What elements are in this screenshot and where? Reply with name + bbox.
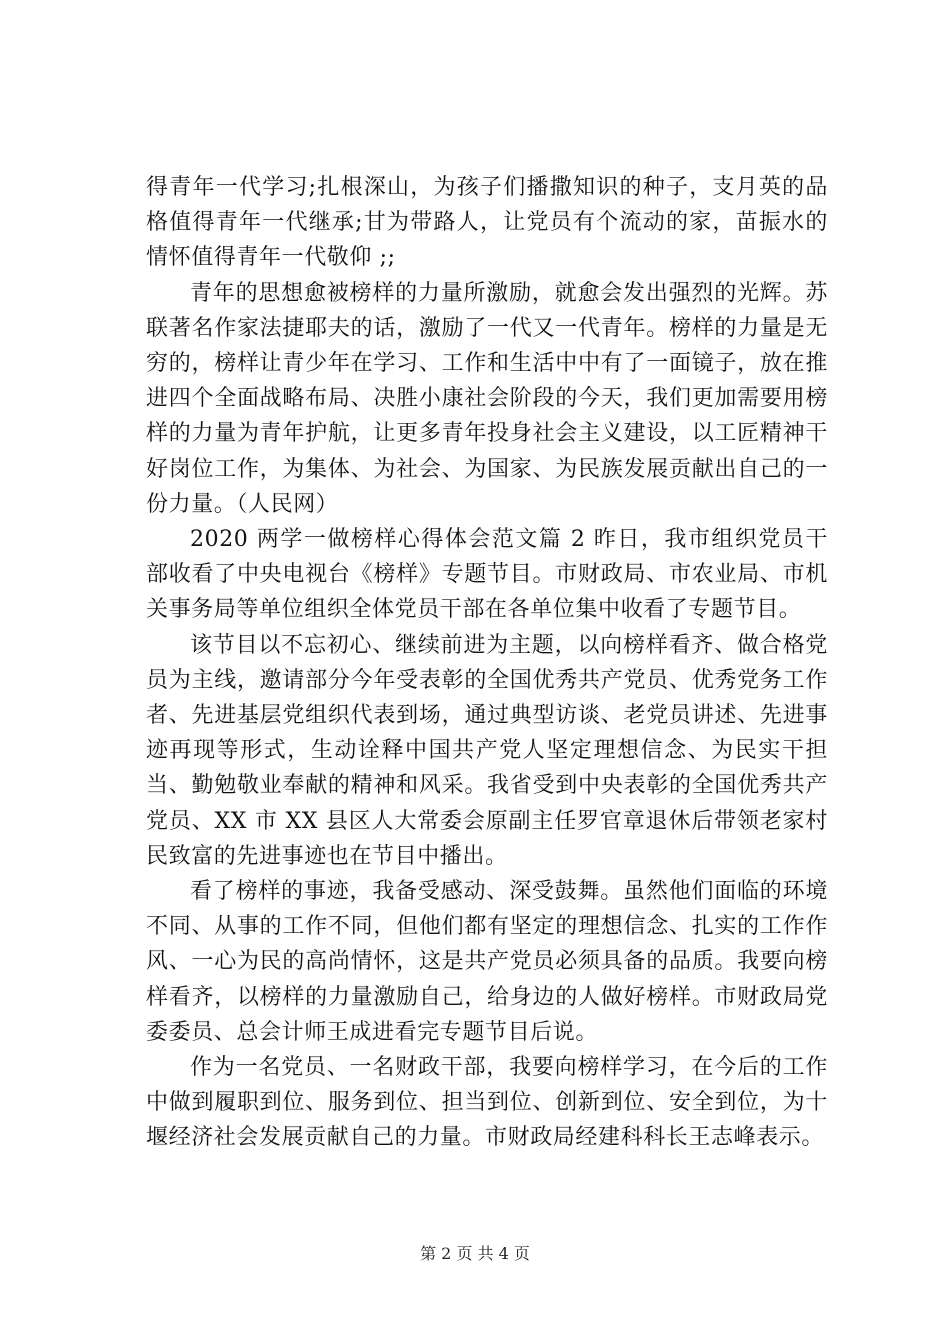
paragraph-6: 作为一名党员、一名财政干部，我要向榜样学习，在今后的工作中做到履职到位、服务到位、担当到位、创新到位、安全到位，为十堰经济社会发展贡献自己的力量。市财政局经建科科长王志峰表示。 [146,1055,828,1151]
paragraph-2: 青年的思想愈被榜样的力量所激励，就愈会发出强烈的光辉。苏联著名作家法捷耶夫的话，激励了一代又一代青年。榜样的力量是无穷的，榜样让青少年在学习、工作和生活中中有了一面镜子，放在推进四个全面战略布局、决胜小康社会阶段的今天，我们更加需要用榜样的力量为青年护航，让更多青年投身社会主义建设，以工匠精神干好岗位工作，为集体、为社会、为国家、为民族发展贡献出自己的一份力量。（人民网） [146,280,828,517]
document-body [146,170,828,1156]
paragraph-1: 得青年一代学习;扎根深山，为孩子们播撒知识的种子，支月英的品格值得青年一代继承;甘为带路人，让党员有个流动的家，苗振水的情怀值得青年一代敬仰 ;; [146,175,828,271]
paragraph-3: 2020 两学一做榜样心得体会范文篇 2 昨日，我市组织党员干部收看了中央电视台《榜样》专题节目。市财政局、市农业局、市机关事务局等单位组织全体党员干部在各单位集中收看了专题节目。 [146,527,828,623]
paragraph-4: 该节目以不忘初心、继续前进为主题，以向榜样看齐、做合格党员为主线，邀请部分今年受表彰的全国优秀共产党员、优秀党务工作者、先进基层党组织代表到场，通过典型访谈、老党员讲述、先进事迹再现等形式，生动诠释中国共产党人坚定理想信念、为民实干担当、勤勉敬业奉献的精神和风采。我省受到中央表彰的全国优秀共产党员、XX 市 XX 县区人大常委会原副主任罗官章退休后带领老家村民致富的先进事迹也在节目中播出。 [146,632,828,869]
paragraph-5: 看了榜样的事迹，我备受感动、深受鼓舞。虽然他们面临的环境不同、从事的工作不同，但他们都有坚定的理想信念、扎实的工作作风、一心为民的高尚情怀，这是共产党员必须具备的品质。我要向榜样看齐，以榜样的力量激励自己，给身边的人做好榜样。市财政局党委委员、总会计师王成进看完专题节目后说。 [146,879,828,1045]
page-footer: 第 2 页 共 4 页 [420,1244,530,1263]
